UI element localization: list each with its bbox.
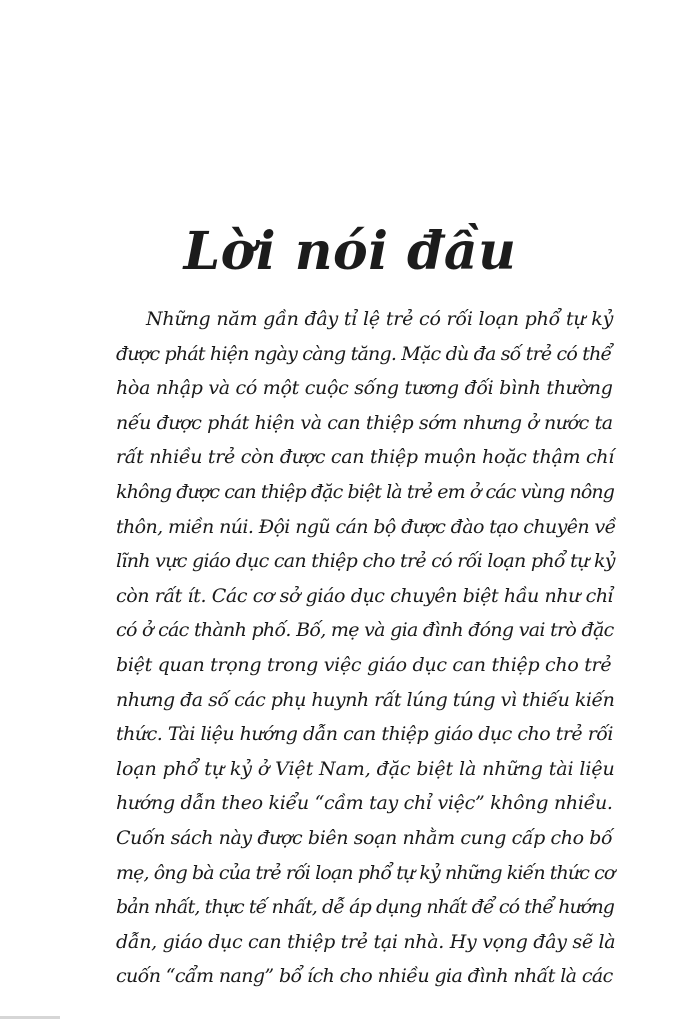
- paragraph-line: dẫn, giáo dục can thiệp trẻ tại nhà. Hy vọng đây sẽ là: [116, 930, 616, 953]
- paragraph-line: thức. Tài liệu hướng dẫn can thiệp giáo dục cho trẻ rối: [116, 723, 613, 746]
- paragraph-line: nhưng đa số các phụ huynh rất lúng túng vì thiếu kiến: [116, 688, 615, 711]
- page-title: Lời nói đầu: [183, 220, 517, 282]
- paragraph-line: hòa nhập và có một cuộc sống tương đối bình thường: [116, 377, 613, 400]
- paragraph-line: mẹ, ông bà của trẻ rối loạn phổ tự kỷ những kiến thức cơ: [116, 861, 615, 884]
- paragraph-line: không được can thiệp đặc biệt là trẻ em ở các vùng nông: [116, 480, 614, 503]
- paragraph-line: hướng dẫn theo kiểu “cầm tay chỉ việc” không nhiều.: [116, 792, 613, 815]
- paragraph-line: bản nhất, thực tế nhất, dễ áp dụng nhất để có thể hướng: [116, 896, 615, 919]
- paragraph-line: loạn phổ tự kỷ ở Việt Nam, đặc biệt là những tài liệu: [116, 757, 615, 780]
- paragraph-line: biệt quan trọng trong việc giáo dục can thiệp cho trẻ: [116, 653, 612, 676]
- paragraph-line: Những năm gần đây tỉ lệ trẻ có rối loạn phổ tự kỷ: [146, 308, 614, 330]
- paragraph-line: Cuốn sách này được biên soạn nhằm cung cấp cho bố: [116, 826, 613, 849]
- paragraph-line: cuốn “cẩm nang” bổ ích cho nhiều gia đình nhất là các: [116, 965, 613, 988]
- paragraph-line: có ở các thành phố. Bố, mẹ và gia đình đóng vai trò đặc: [116, 619, 614, 642]
- paragraph-line: lĩnh vực giáo dục can thiệp cho trẻ có rối loạn phổ tự kỷ: [116, 550, 615, 573]
- preface-paragraph: [116, 302, 616, 994]
- paragraph-line: nếu được phát hiện và can thiệp sớm nhưng ở nước ta: [116, 411, 613, 434]
- paragraph-line: thôn, miền núi. Đội ngũ cán bộ được đào tạo chuyên về: [116, 515, 616, 538]
- paragraph-line: được phát hiện ngày càng tăng. Mặc dù đa số trẻ có thể: [116, 342, 612, 365]
- paragraph-line: rất nhiều trẻ còn được can thiệp muộn hoặc thậm chí: [116, 446, 614, 469]
- paragraph-line: còn rất ít. Các cơ sở giáo dục chuyên biệt hầu như chỉ: [116, 584, 614, 607]
- scan-edge-mark: [0, 1016, 60, 1019]
